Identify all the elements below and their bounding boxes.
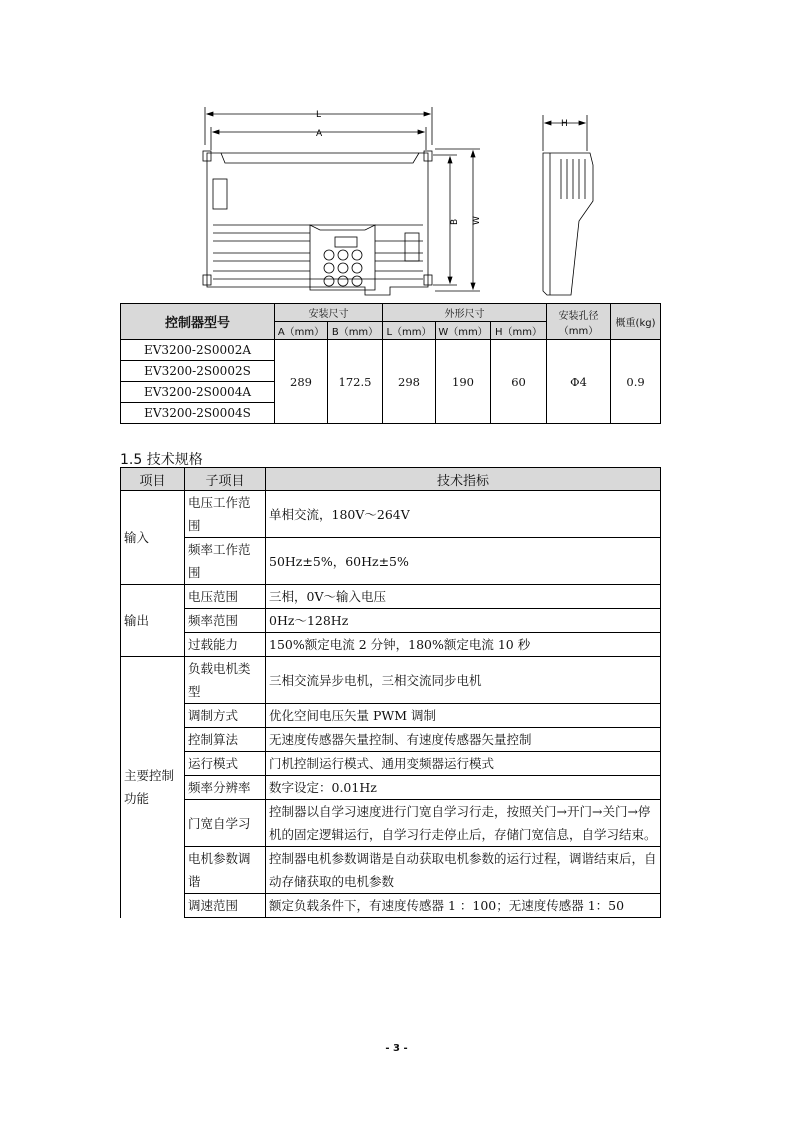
header-install: 安装尺寸 bbox=[275, 304, 383, 322]
value-L: 298 bbox=[383, 340, 436, 424]
header-hole: 安装孔径 （mm） bbox=[547, 304, 611, 340]
value-H: 60 bbox=[491, 340, 547, 424]
spec-cell: 控制器电机参数调谐是自动获取电机参数的运行过程，调谐结束后，自动存储获取的电机参数 bbox=[266, 847, 661, 894]
label-B: B bbox=[450, 218, 460, 225]
header-subitem: 子项目 bbox=[185, 468, 266, 491]
header-spec: 技术指标 bbox=[266, 468, 661, 491]
spec-cell: 三相，0V～输入电压 bbox=[266, 585, 661, 609]
value-weight: 0.9 bbox=[611, 340, 661, 424]
subheader-W: W（mm） bbox=[436, 322, 491, 340]
label-L: L bbox=[316, 110, 322, 120]
header-weight: 概重(kg) bbox=[611, 304, 661, 340]
subitem-cell: 频率范围 bbox=[185, 609, 266, 633]
spec-table bbox=[120, 467, 661, 918]
label-W: W bbox=[472, 216, 482, 225]
spec-cell: 50Hz±5%，60Hz±5% bbox=[266, 538, 661, 585]
subitem-cell: 门宽自学习 bbox=[185, 800, 266, 847]
value-hole: Φ4 bbox=[547, 340, 611, 424]
spec-cell: 三相交流异步电机，三相交流同步电机 bbox=[266, 657, 661, 704]
model-cell: EV3200-2S0004A bbox=[121, 382, 275, 403]
subitem-cell: 频率工作范围 bbox=[185, 538, 266, 585]
subitem-cell: 电机参数调谐 bbox=[185, 847, 266, 894]
subheader-B: B（mm） bbox=[328, 322, 383, 340]
category-input: 输入 bbox=[121, 491, 185, 585]
model-cell: EV3200-2S0004S bbox=[121, 403, 275, 424]
subitem-cell: 电压工作范围 bbox=[185, 491, 266, 538]
subitem-cell: 调制方式 bbox=[185, 704, 266, 728]
value-A: 289 bbox=[275, 340, 328, 424]
section-heading: 1.5 技术规格 bbox=[120, 452, 203, 468]
spec-cell: 数字设定：0.01Hz bbox=[266, 776, 661, 800]
subitem-cell: 运行模式 bbox=[185, 752, 266, 776]
spec-cell: 额定负载条件下，有速度传感器 1 ：100；无速度传感器 1：50 bbox=[266, 894, 661, 918]
label-A: A bbox=[316, 129, 323, 139]
spec-cell: 0Hz～128Hz bbox=[266, 609, 661, 633]
label-H: H bbox=[561, 119, 568, 129]
spec-cell: 控制器以自学习速度进行门宽自学习行走，按照关门→开门→关门→停机的固定逻辑运行，自学习行走停止后，存储门宽信息，自学习结束。 bbox=[266, 800, 661, 847]
value-W: 190 bbox=[436, 340, 491, 424]
page-number: - 3 - bbox=[385, 1043, 408, 1054]
spec-cell: 无速度传感器矢量控制、有速度传感器矢量控制 bbox=[266, 728, 661, 752]
subitem-cell: 控制算法 bbox=[185, 728, 266, 752]
subitem-cell: 电压范围 bbox=[185, 585, 266, 609]
subitem-cell: 过载能力 bbox=[185, 633, 266, 657]
header-model: 控制器型号 bbox=[121, 304, 275, 340]
spec-cell: 门机控制运行模式、通用变频器运行模式 bbox=[266, 752, 661, 776]
subitem-cell: 调速范围 bbox=[185, 894, 266, 918]
dimension-table bbox=[120, 303, 661, 424]
spec-cell: 优化空间电压矢量 PWM 调制 bbox=[266, 704, 661, 728]
subheader-H: H（mm） bbox=[491, 322, 547, 340]
subitem-cell: 频率分辨率 bbox=[185, 776, 266, 800]
model-cell: EV3200-2S0002S bbox=[121, 361, 275, 382]
model-cell: EV3200-2S0002A bbox=[121, 340, 275, 361]
spec-cell: 单相交流，180V～264V bbox=[266, 491, 661, 538]
controller-dimension-drawing bbox=[195, 105, 605, 305]
spec-cell: 150%额定电流 2 分钟，180%额定电流 10 秒 bbox=[266, 633, 661, 657]
category-output: 输出 bbox=[121, 585, 185, 657]
subheader-L: L（mm） bbox=[383, 322, 436, 340]
header-outline: 外形尺寸 bbox=[383, 304, 547, 322]
category-main-control: 主要控制功能 bbox=[121, 657, 185, 918]
value-B: 172.5 bbox=[328, 340, 383, 424]
subheader-A: A（mm） bbox=[275, 322, 328, 340]
subitem-cell: 负载电机类型 bbox=[185, 657, 266, 704]
header-item: 项目 bbox=[121, 468, 185, 491]
